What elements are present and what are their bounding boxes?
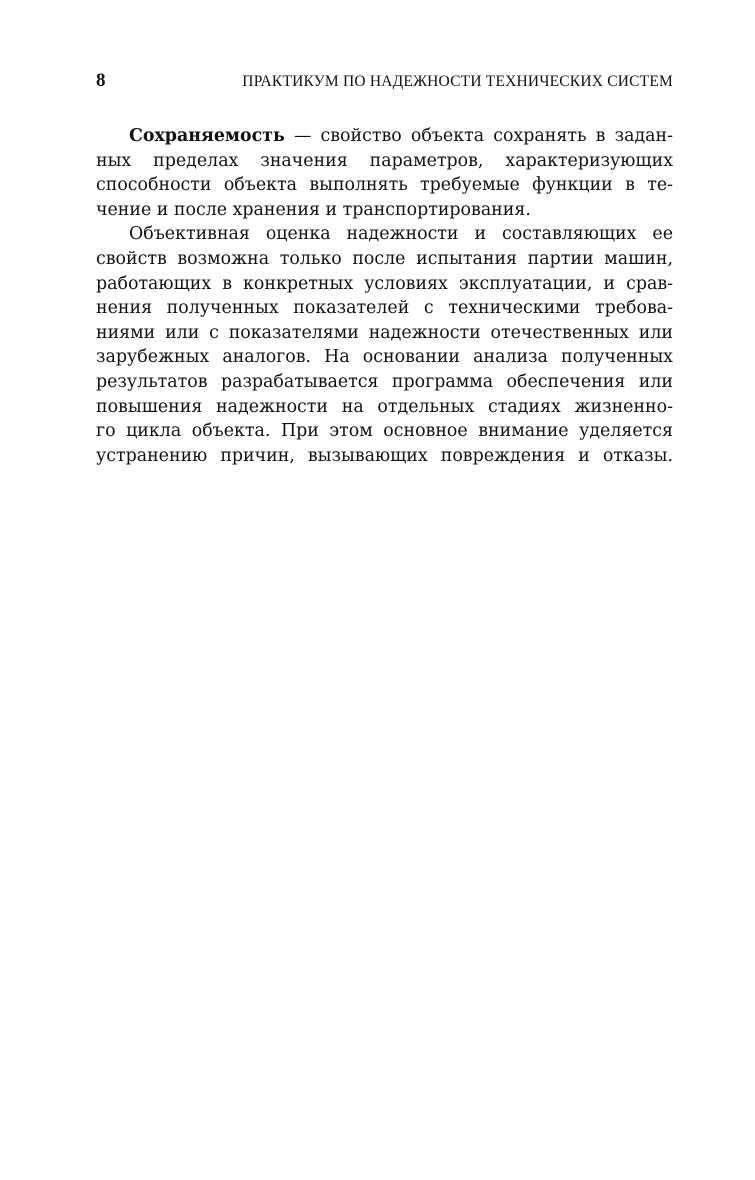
paragraph-storability: [96, 124, 673, 222]
running-title: ПРАКТИКУМ ПО НАДЕЖНОСТИ ТЕХНИЧЕСКИХ СИСТЕМ: [242, 73, 673, 90]
text-line: нения полученных показателей с техническими требова-: [96, 298, 673, 319]
text-line: результатов разрабатывается программа обеспечения или: [96, 371, 673, 392]
text-line: повышения надежности на отдельных стадиях жизненно-: [96, 396, 673, 417]
text-line: Объективная оценка надежности и составляющих ее: [129, 224, 673, 245]
text-line: ных пределах значения параметров, характеризующих: [96, 150, 673, 171]
text-line: свойств возможна только после испытания партии машин,: [96, 248, 673, 269]
text-line: [96, 124, 673, 149]
paragraph-reliability-assessment: [96, 222, 673, 468]
text-fragment: — свойство объекта сохранять в задан-: [284, 126, 673, 146]
book-page: [96, 70, 673, 468]
running-head: [96, 70, 673, 100]
text-line: устранению причин, вызывающих повреждения и отказы.: [96, 445, 673, 466]
text-line: чение и после хранения и транспортирования.: [96, 199, 531, 220]
text-line: ниями или с показателями надежности отечественных или: [96, 322, 673, 343]
text-line: го цикла объекта. При этом основное внимание уделяется: [96, 421, 673, 442]
text-line: работающих в конкретных условиях эксплуатации, и срав-: [96, 273, 673, 294]
term-definition: Сохраняемость: [129, 126, 285, 146]
body-text: [96, 124, 673, 468]
text-line: зарубежных аналогов. На основании анализа полученных: [96, 347, 673, 368]
text-line: способности объекта выполнять требуемые функции в те-: [96, 175, 673, 196]
page-number: 8: [96, 70, 106, 91]
